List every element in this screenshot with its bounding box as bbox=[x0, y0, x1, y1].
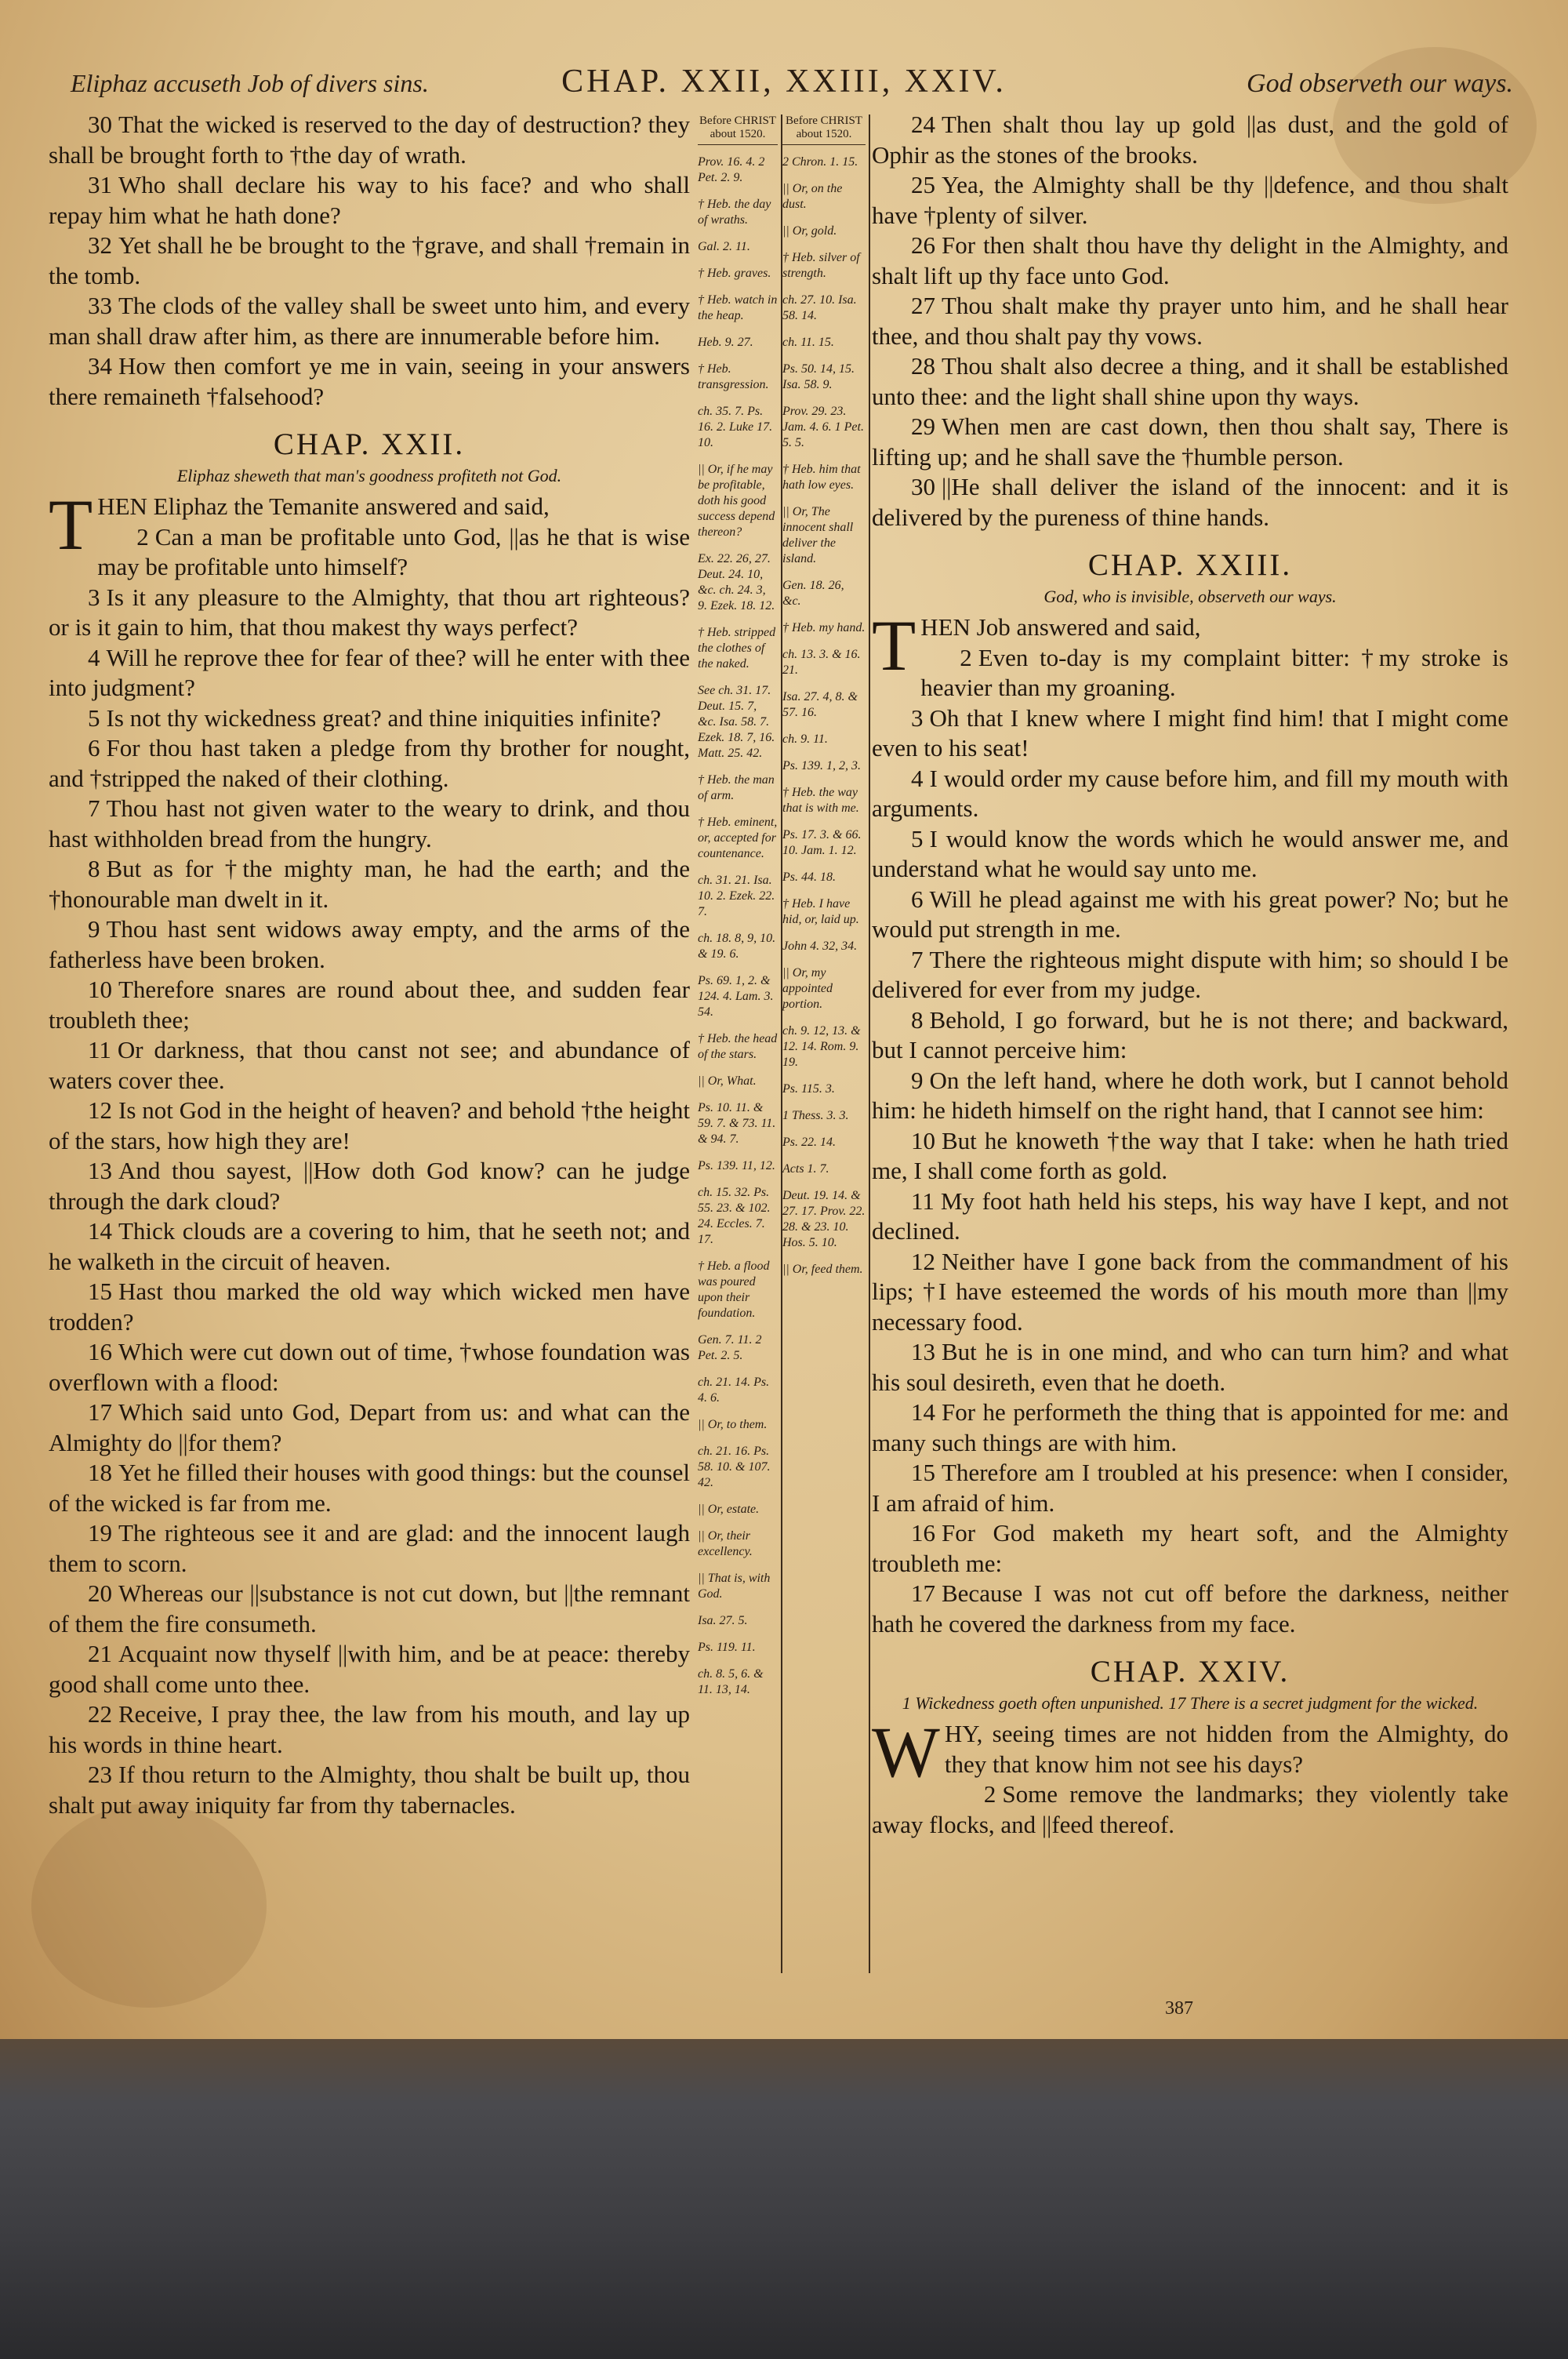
verse-number: 11 bbox=[911, 1187, 935, 1215]
verse bbox=[49, 733, 690, 794]
verse-number: 23 bbox=[88, 1761, 112, 1788]
verse bbox=[49, 643, 690, 703]
verse-text: Because I was not cut off before the darkness, neither hath he covered the darkness from my face. bbox=[872, 1579, 1508, 1637]
verse bbox=[49, 1579, 690, 1639]
verse bbox=[49, 1035, 690, 1096]
verse-text: I would order my cause before him, and fill my mouth with arguments. bbox=[872, 764, 1508, 822]
verse-number: 10 bbox=[88, 976, 112, 1003]
verse bbox=[872, 1005, 1508, 1066]
verses-chap-xxi-end bbox=[49, 110, 690, 412]
margin-note: ch. 15. 32. Ps. 55. 23. & 102. 24. Eccles. 7. 17. bbox=[698, 1186, 771, 1246]
verse-text: Neither have I gone back from the commandment of his lips; †I have esteemed the words of his mouth more than ||my necessary food. bbox=[872, 1247, 1508, 1336]
margin-note: Isa. 27. 4, 8. & 57. 16. bbox=[782, 690, 858, 719]
verse-text: Thou shalt also decree a thing, and it shall be established unto thee: and the light shall shine upon thy ways. bbox=[872, 352, 1508, 410]
margin-note: Ps. 10. 11. & 59. 7. & 73. 11. & 94. 7. bbox=[698, 1101, 776, 1146]
left-text-column bbox=[49, 110, 690, 1820]
margin-note: Ps. 17. 3. & 66. 10. Jam. 1. 12. bbox=[782, 828, 862, 857]
chapter-heading: CHAP. XXIV. bbox=[1090, 1655, 1290, 1688]
verse-text: There the righteous might dispute with him; so should I be delivered for ever from my judge. bbox=[872, 945, 1508, 1003]
verse-number: 5 bbox=[88, 703, 100, 732]
desk-surface bbox=[0, 2039, 1568, 2359]
verse bbox=[872, 1066, 1508, 1126]
verse bbox=[872, 1187, 1508, 1247]
verse bbox=[872, 1337, 1508, 1398]
verse bbox=[872, 643, 1508, 703]
margin-note: † Heb. graves. bbox=[698, 267, 771, 280]
verse-text: Acquaint now thyself ||with him, and be at peace: thereby good shall come unto thee. bbox=[49, 1640, 690, 1698]
verse bbox=[49, 1760, 690, 1820]
margin-note: Ps. 139. 11, 12. bbox=[698, 1159, 775, 1172]
verse-number: 6 bbox=[911, 885, 924, 913]
drop-cap: T bbox=[872, 605, 916, 685]
verse-text: On the left hand, where he doth work, but I cannot behold him: he hideth himself on the right hand, that I cannot see him: bbox=[872, 1066, 1508, 1124]
verse bbox=[49, 1096, 690, 1156]
verse-text: Yet shall he be brought to the †grave, and shall †remain in the tomb. bbox=[49, 231, 690, 289]
verse bbox=[872, 1458, 1508, 1518]
verse-text: Which were cut down out of time, †whose foundation was overflown with a flood: bbox=[49, 1338, 690, 1396]
margin-note: † Heb. the way that is with me. bbox=[782, 786, 859, 815]
margin-note: || Or, my appointed portion. bbox=[782, 966, 833, 1011]
verse-number: 27 bbox=[911, 292, 935, 319]
verse-text: For then shalt thou have thy delight in the Almighty, and shalt lift up thy face unto God. bbox=[872, 231, 1508, 289]
verse bbox=[49, 1216, 690, 1277]
verse-number: 26 bbox=[911, 231, 935, 259]
verse-number: 9 bbox=[88, 915, 100, 943]
verse-text: My foot hath held his steps, his way have I kept, and not declined. bbox=[872, 1187, 1508, 1245]
verse-number: 32 bbox=[88, 231, 112, 259]
verse-text: Even to-day is my complaint bitter: †my stroke is heavier than my groaning. bbox=[920, 643, 1508, 701]
verse-text: When men are cast down, then thou shalt say, There is lifting up; and he shall save the †humble person. bbox=[872, 413, 1508, 471]
verse-number: 5 bbox=[911, 824, 924, 852]
verse-number: 8 bbox=[911, 1005, 924, 1034]
margin-note: Ps. 44. 18. bbox=[782, 871, 836, 884]
verse bbox=[49, 1277, 690, 1337]
verse-number: 30 bbox=[911, 473, 935, 500]
verse-text: Thick clouds are a covering to him, that he seeth not; and he walketh in the circuit of heaven. bbox=[49, 1217, 690, 1275]
verse-number: 2 bbox=[983, 1780, 996, 1808]
verses-chap-xxii-end bbox=[872, 110, 1508, 533]
margin-note: † Heb. I have hid, or, laid up. bbox=[782, 897, 859, 926]
margin-note: || Or, The innocent shall deliver the island. bbox=[782, 505, 854, 565]
verse bbox=[49, 914, 690, 975]
margin-note: 2 Chron. 1. 15. bbox=[782, 155, 858, 169]
verse-number: 15 bbox=[88, 1278, 112, 1305]
margin-note: ch. 35. 7. Ps. 16. 2. Luke 17. 10. bbox=[698, 405, 773, 449]
verse-number: 2 bbox=[136, 522, 149, 551]
verse bbox=[872, 703, 1508, 764]
verse bbox=[872, 1518, 1508, 1579]
first-verse bbox=[872, 1712, 1508, 1792]
margin-note: Deut. 19. 14. & 27. 17. Prov. 22. 28. & 23. 10. Hos. 5. 10. bbox=[782, 1189, 866, 1249]
verse bbox=[872, 1247, 1508, 1338]
verse-text: Therefore am I troubled at his presence: when I consider, I am afraid of him. bbox=[872, 1459, 1508, 1517]
margin-note: † Heb. the head of the stars. bbox=[698, 1032, 778, 1061]
margin-note: † Heb. eminent, or, accepted for countenance. bbox=[698, 816, 778, 860]
verse bbox=[49, 1458, 690, 1518]
drop-cap: T bbox=[49, 485, 93, 565]
verse bbox=[872, 412, 1508, 472]
verse-text: Which said unto God, Depart from us: and what can the Almighty do ||for them? bbox=[49, 1398, 690, 1456]
margin-note: ch. 9. 11. bbox=[782, 732, 828, 746]
verse-number: 16 bbox=[88, 1338, 112, 1365]
verse-text: Therefore snares are round about thee, and sudden fear troubleth thee; bbox=[49, 976, 690, 1034]
header-right: God observeth our ways. bbox=[1247, 69, 1513, 98]
verse-number: 12 bbox=[88, 1096, 112, 1124]
verse bbox=[49, 1337, 690, 1398]
verse bbox=[872, 1126, 1508, 1187]
verse-text: Or darkness, that thou canst not see; and abundance of waters cover thee. bbox=[49, 1036, 690, 1094]
verse-text: But as for †the mighty man, he had the earth; and the †honourable man dwelt in it. bbox=[49, 855, 690, 913]
verse-text: Can a man be profitable unto God, ||as he that is wise may be profitable unto himself? bbox=[97, 522, 690, 580]
first-verse-text: HEN Eliphaz the Temanite answered and said, bbox=[97, 493, 550, 520]
margin-heading: Before CHRIST about 1520. bbox=[698, 114, 778, 145]
verse-text: Is not God in the height of heaven? and behold †the height of the stars, how high they are! bbox=[49, 1096, 690, 1154]
verse bbox=[49, 975, 690, 1035]
verse-number: 28 bbox=[911, 352, 935, 380]
verse bbox=[872, 764, 1508, 824]
verse bbox=[872, 291, 1508, 351]
verse-number: 4 bbox=[911, 764, 924, 792]
margin-note: ch. 18. 8, 9, 10. & 19. 6. bbox=[698, 932, 776, 961]
verse-text: Is it any pleasure to the Almighty, that thou art righteous? or is it gain to him, that thou makest thy ways perfect? bbox=[49, 583, 690, 641]
verse-number: 33 bbox=[88, 292, 112, 319]
margin-note: || Or, What. bbox=[698, 1074, 757, 1088]
verse-text: Receive, I pray thee, the law from his mouth, and lay up his words in thine heart. bbox=[49, 1700, 690, 1758]
verse bbox=[872, 231, 1508, 291]
verse bbox=[872, 1579, 1508, 1639]
margin-note: Heb. 9. 27. bbox=[698, 336, 753, 349]
margin-note: || Or, on the dust. bbox=[782, 182, 843, 211]
margin-note: ch. 21. 14. Ps. 4. 6. bbox=[698, 1376, 770, 1405]
verse-number: 11 bbox=[88, 1036, 111, 1063]
verse-text: For he performeth the thing that is appointed for me: and many such things are with him. bbox=[872, 1398, 1508, 1456]
verse-number: 3 bbox=[911, 703, 924, 732]
verse-number: 8 bbox=[88, 855, 100, 882]
margin-note: Ps. 69. 1, 2. & 124. 4. Lam. 3. 54. bbox=[698, 974, 774, 1019]
verse-number: 31 bbox=[88, 171, 112, 198]
margin-note: || Or, if he may be profitable, doth his good success depend thereon? bbox=[698, 463, 775, 539]
verse-text: I would know the words which he would answer me, and understand what he would say unto me. bbox=[872, 824, 1508, 882]
margin-note: ch. 8. 5, 6. & 11. 13, 14. bbox=[698, 1667, 764, 1696]
margin-notes-left bbox=[698, 114, 782, 1973]
margin-note: 1 Thess. 3. 3. bbox=[782, 1109, 849, 1122]
page-number: 387 bbox=[1165, 1998, 1193, 2019]
verse-text: Yea, the Almighty shall be thy ||defence, and thou shalt have †plenty of silver. bbox=[872, 171, 1508, 229]
margin-note: Ps. 50. 14, 15. Isa. 58. 9. bbox=[782, 362, 855, 391]
margin-note: Gen. 7. 11. 2 Pet. 2. 5. bbox=[698, 1333, 762, 1362]
margin-note: || Or, their excellency. bbox=[698, 1529, 753, 1558]
page-stain bbox=[31, 1804, 267, 2008]
verse-text: Will he reprove thee for fear of thee? will he enter with thee into judgment? bbox=[49, 643, 690, 701]
margin-note: † Heb. a flood was poured upon their foundation. bbox=[698, 1259, 770, 1320]
margin-note: Prov. 29. 23. Jam. 4. 6. 1 Pet. 5. 5. bbox=[782, 405, 864, 449]
margin-note: Gal. 2. 11. bbox=[698, 240, 750, 253]
verse-text: The righteous see it and are glad: and the innocent laugh them to scorn. bbox=[49, 1519, 690, 1577]
verse bbox=[49, 1398, 690, 1458]
margin-note: || Or, feed them. bbox=[782, 1263, 863, 1276]
margin-note: See ch. 31. 17. Deut. 15. 7, &c. Isa. 58. 7. Ezek. 18. 7, 16. Matt. 25. 42. bbox=[698, 684, 775, 760]
verse-number: 22 bbox=[88, 1700, 112, 1728]
chapter-synopsis: 1 Wickedness goeth often unpunished. 17 There is a secret judgment for the wicked. bbox=[902, 1693, 1479, 1713]
verse-number: 3 bbox=[88, 583, 100, 611]
verse-number: 25 bbox=[911, 171, 935, 198]
right-text-column bbox=[872, 110, 1508, 1840]
margin-note: † Heb. silver of strength. bbox=[782, 251, 860, 280]
verse-text: Hast thou marked the old way which wicked men have trodden? bbox=[49, 1278, 690, 1336]
verse bbox=[49, 1156, 690, 1216]
verse-text: Yet he filled their houses with good things: but the counsel of the wicked is far from me. bbox=[49, 1459, 690, 1517]
verse bbox=[49, 794, 690, 854]
verse-number: 12 bbox=[911, 1247, 935, 1275]
verse-text: Will he plead against me with his great power? No; but he would put strength in me. bbox=[872, 885, 1508, 943]
margin-notes-list bbox=[782, 154, 866, 1278]
margin-note: Ps. 115. 3. bbox=[782, 1082, 835, 1096]
verse bbox=[49, 522, 690, 583]
verses-chap-xxiv bbox=[872, 1779, 1508, 1840]
margin-note: Prov. 16. 4. 2 Pet. 2. 9. bbox=[698, 155, 765, 184]
verse bbox=[49, 583, 690, 643]
verse-number: 6 bbox=[88, 734, 100, 761]
verse bbox=[872, 170, 1508, 231]
verse-text: But he is in one mind, and who can turn him? and what his soul desireth, even that he doeth. bbox=[872, 1338, 1508, 1396]
verse-number: 19 bbox=[88, 1519, 112, 1547]
verse-text: Thou hast sent widows away empty, and the arms of the fatherless have been broken. bbox=[49, 915, 690, 973]
margin-note: Ps. 119. 11. bbox=[698, 1641, 756, 1654]
verse-number: 24 bbox=[911, 111, 935, 138]
margin-notes-right bbox=[782, 114, 870, 1973]
verse-number: 13 bbox=[88, 1157, 112, 1184]
verse-number: 4 bbox=[88, 643, 100, 671]
verse-number: 14 bbox=[911, 1398, 935, 1426]
verse-number: 18 bbox=[88, 1459, 112, 1486]
verse-number: 17 bbox=[911, 1579, 935, 1607]
verse bbox=[872, 824, 1508, 885]
verse-text: Is not thy wickedness great? and thine iniquities infinite? bbox=[106, 703, 662, 732]
verses-chap-xxii bbox=[49, 522, 690, 1821]
verse bbox=[49, 291, 690, 351]
margin-note: ch. 31. 21. Isa. 10. 2. Ezek. 22. 7. bbox=[698, 874, 775, 918]
margin-note: || Or, estate. bbox=[698, 1503, 760, 1516]
chapter-synopsis: Eliphaz sheweth that man's goodness profiteth not God. bbox=[176, 466, 562, 485]
margin-note: ch. 21. 16. Ps. 58. 10. & 107. 42. bbox=[698, 1445, 771, 1489]
verse-text: Oh that I knew where I might find him! that I might come even to his seat! bbox=[872, 703, 1508, 761]
verse-text: How then comfort ye me in vain, seeing in your answers there remaineth †falsehood? bbox=[49, 352, 690, 410]
margin-note: ch. 27. 10. Isa. 58. 14. bbox=[782, 293, 857, 322]
margin-note: Ex. 22. 26, 27. Deut. 24. 10, &c. ch. 24. 3, 9. Ezek. 18. 12. bbox=[698, 552, 775, 612]
verse bbox=[49, 854, 690, 914]
margin-note: † Heb. stripped the clothes of the naked. bbox=[698, 626, 776, 671]
margin-note: Gen. 18. 26, &c. bbox=[782, 579, 844, 608]
drop-cap: W bbox=[872, 1712, 940, 1792]
verse-number: 15 bbox=[911, 1459, 935, 1486]
verse-text: If thou return to the Almighty, thou shalt be built up, thou shalt put away iniquity far from thy tabernacles. bbox=[49, 1761, 690, 1819]
verse-number: 17 bbox=[88, 1398, 112, 1426]
verse-text: Then shalt thou lay up gold ||as dust, and the gold of Ophir as the stones of the brooks. bbox=[872, 111, 1508, 169]
verse-text: Thou hast not given water to the weary to drink, and thou hast withholden bread from the hungry. bbox=[49, 794, 690, 852]
header-center: CHAP. XXII, XXIII, XXIV. bbox=[561, 64, 1007, 100]
verse-text: Whereas our ||substance is not cut down, but ||the remnant of them the fire consumeth. bbox=[49, 1579, 690, 1637]
margin-note: || Or, to them. bbox=[698, 1418, 768, 1431]
verse bbox=[872, 885, 1508, 945]
margin-note: || That is, with God. bbox=[698, 1572, 771, 1601]
first-verse-text: HY, seeing times are not hidden from the Almighty, do they that know him not see his days? bbox=[944, 1720, 1508, 1778]
verses-chap-xxiii bbox=[872, 643, 1508, 1640]
chapter-heading: CHAP. XXIII. bbox=[1087, 548, 1293, 582]
verse-number: 2 bbox=[960, 643, 972, 671]
margin-note: † Heb. him that hath low eyes. bbox=[782, 463, 861, 492]
margin-note: Acts 1. 7. bbox=[782, 1162, 829, 1176]
verse bbox=[49, 1639, 690, 1699]
verse-number: 30 bbox=[88, 111, 112, 138]
margin-note: ch. 11. 15. bbox=[782, 336, 834, 349]
verse-number: 13 bbox=[911, 1338, 935, 1365]
verse-number: 7 bbox=[911, 945, 924, 973]
verse-text: But he knoweth †the way that I take: when he hath tried me, I shall come forth as gold. bbox=[872, 1126, 1508, 1184]
margin-note: John 4. 32, 34. bbox=[782, 940, 858, 953]
verse bbox=[49, 231, 690, 291]
margin-notes-list bbox=[698, 154, 778, 1698]
margin-note: ch. 9. 12, 13. & 12. 14. Rom. 9. 19. bbox=[782, 1024, 861, 1069]
margin-note: || Or, gold. bbox=[782, 224, 837, 238]
running-header bbox=[0, 63, 1568, 110]
verse-number: 29 bbox=[911, 413, 935, 440]
verse-text: And thou sayest, ||How doth God know? can he judge through the dark cloud? bbox=[49, 1157, 690, 1215]
verse bbox=[49, 170, 690, 231]
verse bbox=[872, 472, 1508, 533]
verse bbox=[49, 110, 690, 170]
margin-note: Isa. 27. 5. bbox=[698, 1614, 748, 1627]
verse bbox=[872, 1398, 1508, 1458]
margin-note: † Heb. my hand. bbox=[782, 621, 866, 634]
verse-text: For God maketh my heart soft, and the Almighty troubleth me: bbox=[872, 1519, 1508, 1577]
verse-number: 20 bbox=[88, 1579, 112, 1607]
header-left: Eliphaz accuseth Job of divers sins. bbox=[71, 69, 429, 97]
verse-number: 14 bbox=[88, 1217, 112, 1245]
verse bbox=[49, 1699, 690, 1760]
margin-note: ch. 13. 3. & 16. 21. bbox=[782, 648, 861, 677]
verse-number: 16 bbox=[911, 1519, 935, 1547]
verse-text: Who shall declare his way to his face? and who shall repay him what he hath done? bbox=[49, 171, 690, 229]
first-verse-text: HEN Job answered and said, bbox=[920, 613, 1201, 641]
verse bbox=[49, 1518, 690, 1579]
verse-number: 7 bbox=[88, 794, 100, 822]
margin-note: Ps. 22. 14. bbox=[782, 1136, 836, 1149]
margin-heading: Before CHRIST about 1520. bbox=[782, 114, 866, 145]
verse bbox=[872, 110, 1508, 170]
verse-text: Behold, I go forward, but he is not there; and backward, but I cannot perceive him: bbox=[872, 1005, 1508, 1063]
chapter-synopsis: God, who is invisible, observeth our ways. bbox=[1044, 587, 1337, 606]
verse-text: That the wicked is reserved to the day of destruction? they shall be brought forth to †the day of wrath. bbox=[49, 111, 690, 169]
margin-note: † Heb. watch in the heap. bbox=[698, 293, 778, 322]
verse bbox=[872, 351, 1508, 412]
verse-text: ||He shall deliver the island of the innocent: and it is delivered by the pureness of thine hands. bbox=[872, 473, 1508, 531]
margin-note: † Heb. the day of wraths. bbox=[698, 198, 771, 227]
verse bbox=[872, 1779, 1508, 1840]
verse-number: 10 bbox=[911, 1126, 935, 1154]
verse bbox=[49, 351, 690, 412]
margin-note: Ps. 139. 1, 2, 3. bbox=[782, 759, 861, 772]
verse-number: 21 bbox=[88, 1640, 112, 1667]
margin-note: † Heb. the man of arm. bbox=[698, 773, 775, 802]
verse bbox=[49, 703, 690, 734]
verse-text: Thou shalt make thy prayer unto him, and he shall hear thee, and thou shalt pay thy vows. bbox=[872, 292, 1508, 350]
verse-number: 34 bbox=[88, 352, 112, 380]
verse-text: The clods of the valley shall be sweet unto him, and every man shall draw after him, as there are innumerable before him. bbox=[49, 292, 690, 350]
verse bbox=[872, 945, 1508, 1005]
verse-number: 9 bbox=[911, 1066, 924, 1094]
chapter-heading: CHAP. XXII. bbox=[273, 427, 466, 461]
margin-note: † Heb. transgression. bbox=[698, 362, 769, 391]
verse-text: Some remove the landmarks; they violently take away flocks, and ||feed thereof. bbox=[872, 1780, 1508, 1838]
verse-text: For thou hast taken a pledge from thy brother for nought, and †stripped the naked of their clothing. bbox=[49, 734, 690, 792]
